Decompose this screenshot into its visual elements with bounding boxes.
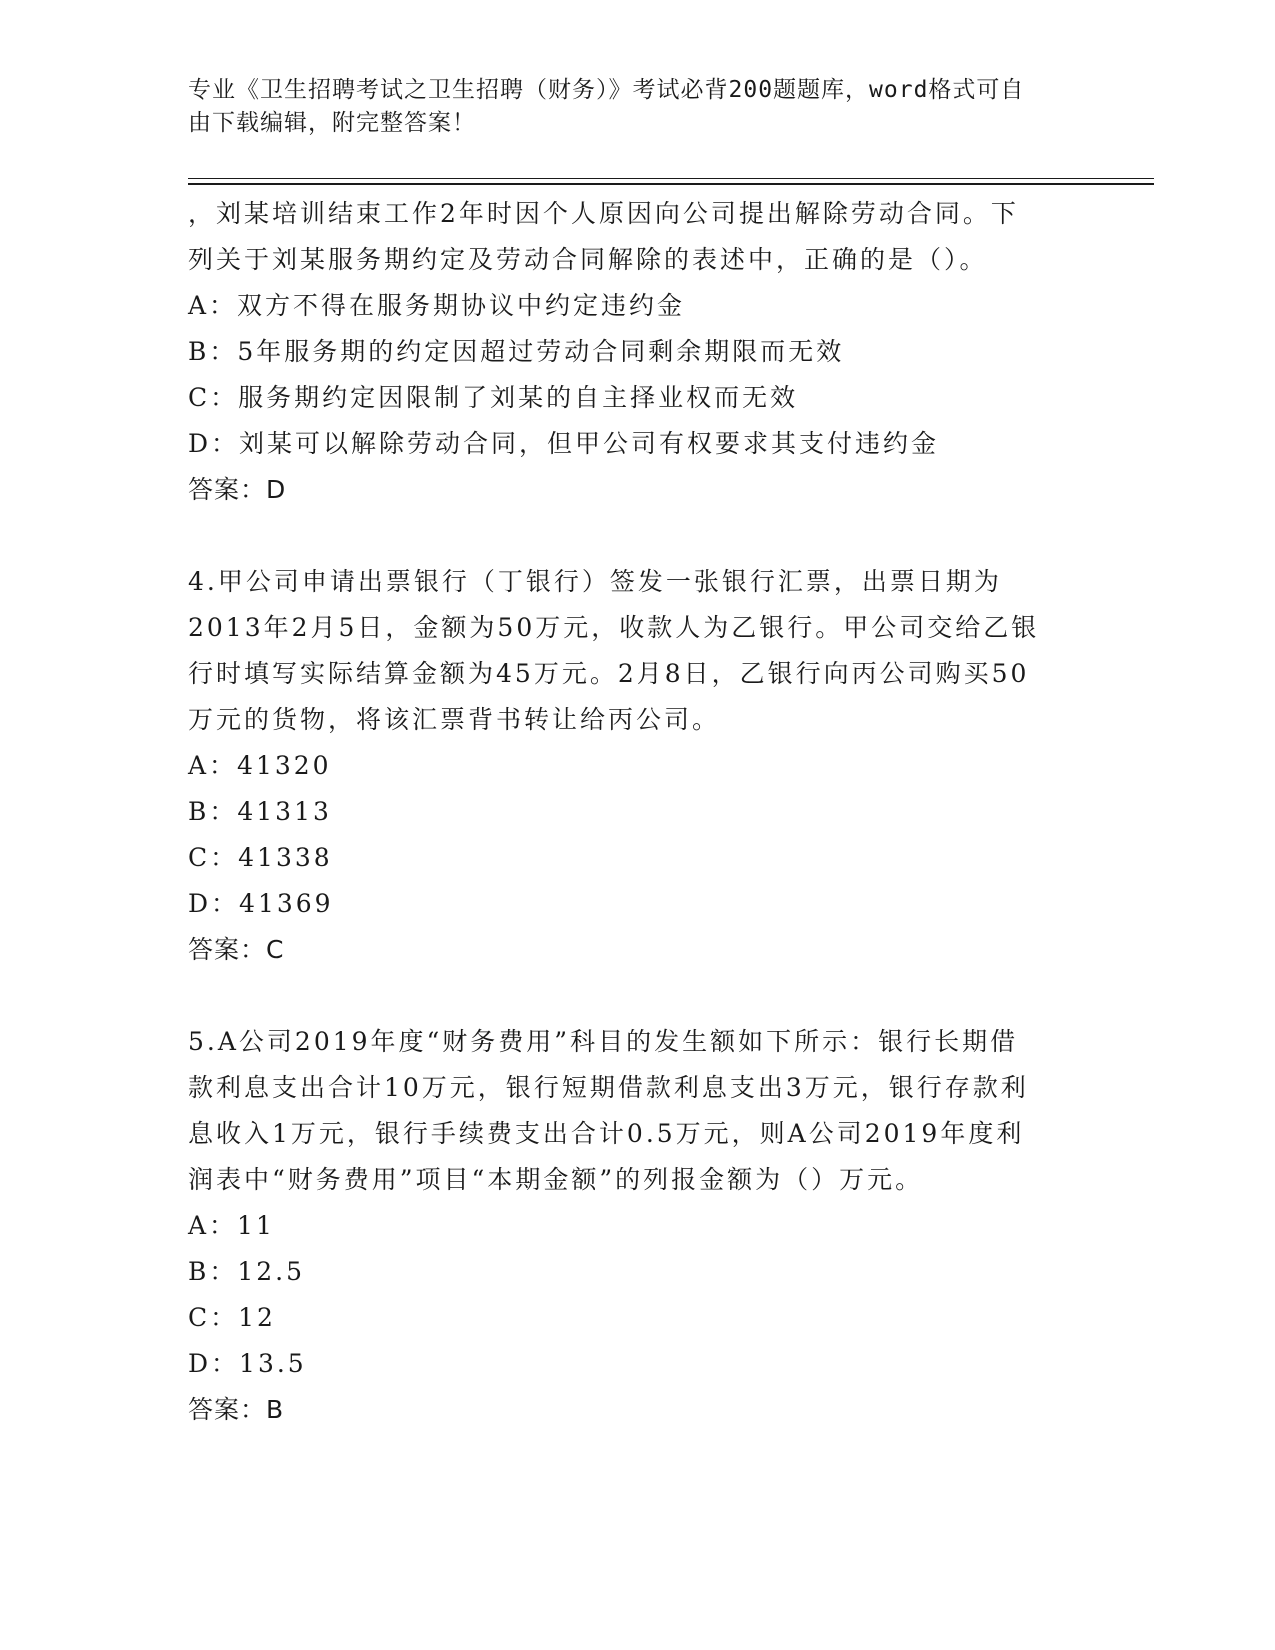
header-divider-thin bbox=[188, 178, 1154, 179]
header-line-2: 由下载编辑，附完整答案！ bbox=[188, 110, 476, 136]
question-4-text-line-3: 行时填写实际结算金额为45万元。2月8日，乙银行向丙公司购买50 bbox=[188, 659, 1030, 688]
question-4-option-d: D：41369 bbox=[188, 889, 334, 918]
question-5-option-a: A：11 bbox=[188, 1211, 275, 1240]
question-3-text-line-2: 列关于刘某服务期约定及劳动合同解除的表述中，正确的是（）。 bbox=[188, 245, 988, 274]
question-3-option-a: A：双方不得在服务期协议中约定违约金 bbox=[188, 291, 686, 320]
question-4 bbox=[188, 559, 1088, 973]
question-5-answer: 答案：B bbox=[188, 1395, 285, 1424]
spacer bbox=[188, 513, 1088, 559]
spacer bbox=[188, 973, 1088, 1019]
header-divider-thick bbox=[188, 183, 1154, 185]
question-5-text-line-4: 润表中“财务费用”项目“本期金额”的列报金额为（）万元。 bbox=[188, 1165, 924, 1194]
question-4-answer: 答案：C bbox=[188, 935, 285, 964]
question-5 bbox=[188, 1019, 1088, 1433]
header-line-1: 专业《卫生招聘考试之卫生招聘（财务）》考试必背200题题库，word格式可自 bbox=[188, 77, 1025, 103]
question-5-option-c: C：12 bbox=[188, 1303, 276, 1332]
question-4-option-b: B：41313 bbox=[188, 797, 332, 826]
question-3 bbox=[188, 191, 1088, 513]
question-5-option-d: D：13.5 bbox=[188, 1349, 307, 1378]
question-5-text-line-2: 款利息支出合计10万元，银行短期借款利息支出3万元，银行存款利 bbox=[188, 1073, 1029, 1102]
question-5-text-line-1: 5.A公司2019年度“财务费用”科目的发生额如下所示：银行长期借 bbox=[188, 1027, 1019, 1056]
question-4-option-c: C：41338 bbox=[188, 843, 333, 872]
question-3-option-b: B：5年服务期的约定因超过劳动合同剩余期限而无效 bbox=[188, 337, 845, 366]
question-3-option-c: C：服务期约定因限制了刘某的自主择业权而无效 bbox=[188, 383, 799, 412]
question-content bbox=[188, 191, 1088, 1433]
question-4-text-line-4: 万元的货物，将该汇票背书转让给丙公司。 bbox=[188, 705, 721, 734]
question-4-option-a: A：41320 bbox=[188, 751, 332, 780]
question-4-text-line-1: 4.甲公司申请出票银行（丁银行）签发一张银行汇票，出票日期为 bbox=[188, 567, 1002, 596]
document-header bbox=[188, 74, 1068, 140]
question-3-option-d: D：刘某可以解除劳动合同，但甲公司有权要求其支付违约金 bbox=[188, 429, 940, 458]
question-5-text-line-3: 息收入1万元，银行手续费支出合计0.5万元，则A公司2019年度利 bbox=[188, 1119, 1025, 1148]
question-4-text-line-2: 2013年2月5日，金额为50万元，收款人为乙银行。甲公司交给乙银 bbox=[188, 613, 1040, 642]
question-3-answer: 答案：D bbox=[188, 475, 287, 504]
question-5-option-b: B：12.5 bbox=[188, 1257, 306, 1286]
question-3-text-line-1: ，刘某培训结束工作2年时因个人原因向公司提出解除劳动合同。下 bbox=[188, 199, 1019, 228]
